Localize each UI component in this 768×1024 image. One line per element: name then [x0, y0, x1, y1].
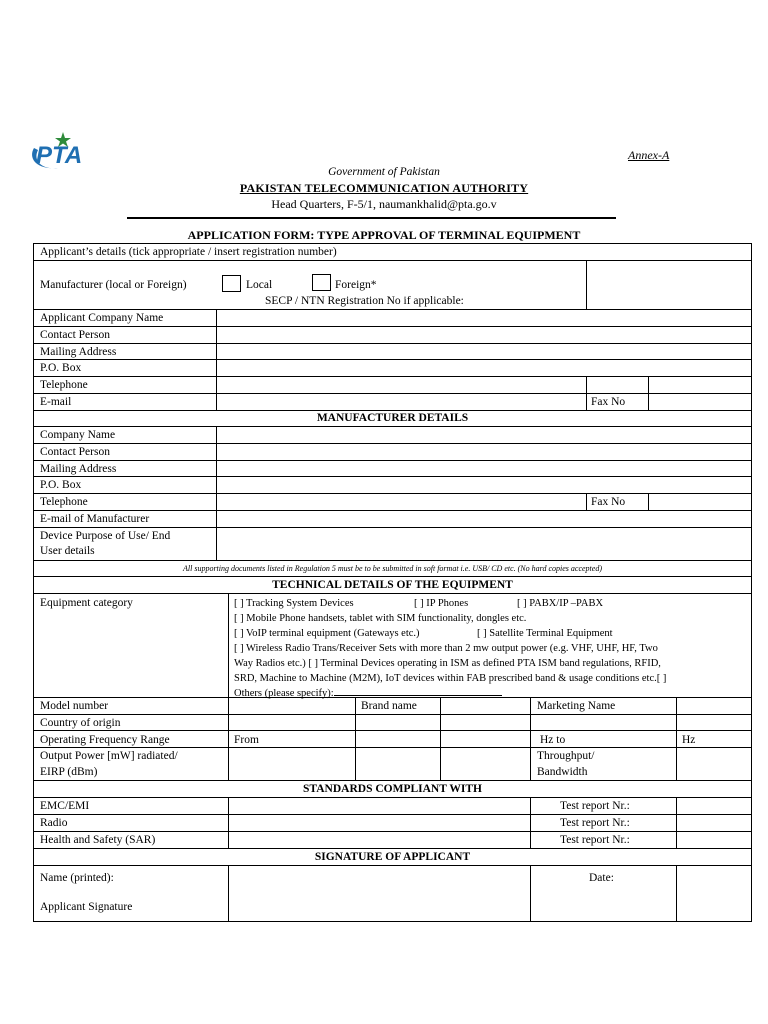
country-origin-label: Country of origin: [40, 717, 121, 729]
emc-emi-label: EMC/EMI: [40, 800, 90, 812]
foreign-checkbox[interactable]: [312, 274, 331, 291]
applicant-company-name-label: Applicant Company Name: [40, 312, 164, 324]
local-checkbox[interactable]: [222, 275, 241, 292]
option-mobile-handsets[interactable]: [ ] Mobile Phone handsets, tablet with SIM functionality, dongles etc.: [234, 613, 527, 624]
authority-name: PAKISTAN TELECOMMUNICATION AUTHORITY: [239, 181, 529, 195]
supporting-documents-note: All supporting documents listed in Regulation 5 must be to be submitted in soft format i.e. USB/ CD etc. (No hard copies accepted): [183, 564, 602, 573]
option-satellite-equipment[interactable]: [ ] Satellite Terminal Equipment: [477, 628, 613, 639]
signature-heading: SIGNATURE OF APPLICANT: [314, 851, 471, 863]
manufacturer-type-label: Manufacturer (local or Foreign): [40, 279, 187, 291]
mfr-contact-person-label: Contact Person: [40, 446, 110, 458]
frequency-hz-to-label: Hz to: [540, 734, 566, 746]
throughput-label-line1: Throughput/: [537, 750, 595, 762]
government-label: Government of Pakistan: [328, 166, 440, 178]
option-ip-phones[interactable]: [ ] IP Phones: [414, 598, 469, 609]
frequency-hz-label: Hz: [682, 734, 696, 746]
applicant-email-label: E-mail: [40, 396, 72, 408]
applicant-telephone-label: Telephone: [40, 379, 88, 391]
annex-label: Annex-A: [628, 148, 670, 162]
others-specify-field[interactable]: [334, 687, 502, 696]
date-label: Date:: [589, 872, 614, 884]
applicant-fax-label: Fax No: [591, 396, 626, 408]
applicant-mailing-address-label: Mailing Address: [40, 346, 117, 358]
option-voip-equipment[interactable]: [ ] VoIP terminal equipment (Gateways etc.): [234, 628, 420, 639]
applicant-contact-person-label: Contact Person: [40, 329, 110, 341]
output-power-label-line2: EIRP (dBm): [40, 766, 98, 778]
mfr-po-box-label: P.O. Box: [40, 479, 82, 491]
mfr-mailing-address-label: Mailing Address: [40, 463, 117, 475]
device-purpose-label-line2: User details: [40, 545, 95, 557]
frequency-from-label: From: [234, 734, 259, 746]
manufacturer-details-heading: MANUFACTURER DETAILS: [316, 412, 469, 424]
applicant-details-label: Applicant’s details (tick appropriate / insert registration number): [40, 246, 337, 258]
authority-address: Head Quarters, F-5/1, naumankhalid@pta.go.v: [271, 197, 497, 211]
equipment-category-label: Equipment category: [40, 597, 133, 609]
mfr-email-label: E-mail of Manufacturer: [40, 513, 150, 525]
health-test-report-label: Test report Nr.:: [560, 834, 630, 846]
secp-ntn-label: SECP / NTN Registration No if applicable:: [265, 295, 464, 307]
option-others-label: Others (please specify):: [234, 688, 334, 699]
marketing-name-label: Marketing Name: [537, 700, 616, 712]
health-safety-label: Health and Safety (SAR): [40, 834, 156, 846]
radio-test-report-label: Test report Nr.:: [560, 817, 630, 829]
mfr-company-name-label: Company Name: [40, 429, 116, 441]
technical-details-heading: TECHNICAL DETAILS OF THE EQUIPMENT: [272, 579, 513, 591]
radio-label: Radio: [40, 817, 68, 829]
option-wireless-radio-line2[interactable]: Way Radios etc.) [ ] Terminal Devices operating in ISM as defined PTA ISM band regulations, RFID,: [234, 658, 661, 669]
option-wireless-radio-line1[interactable]: [ ] Wireless Radio Trans/Receiver Sets with more than 2 mw output power (e.g. VHF, UHF, HF, Two: [234, 643, 658, 654]
mfr-fax-label: Fax No: [591, 496, 626, 508]
logo-text: PTA: [36, 142, 83, 169]
emc-test-report-label: Test report Nr.:: [560, 800, 630, 812]
name-printed-label: Name (printed):: [40, 872, 114, 884]
applicant-po-box-label: P.O. Box: [40, 362, 82, 374]
standards-heading: STANDARDS COMPLIANT WITH: [303, 783, 482, 795]
mfr-telephone-label: Telephone: [40, 496, 88, 508]
local-label: Local: [246, 279, 273, 291]
applicant-signature-label: Applicant Signature: [40, 901, 133, 913]
frequency-range-label: Operating Frequency Range: [40, 734, 170, 746]
option-tracking-devices[interactable]: [ ] Tracking System Devices: [234, 598, 354, 609]
form-title: APPLICATION FORM: TYPE APPROVAL OF TERMINAL EQUIPMENT: [187, 228, 581, 242]
brand-name-label: Brand name: [361, 700, 417, 712]
option-wireless-radio-line3[interactable]: SRD, Machine to Machine (M2M), IoT devices within FAB prescribed band & usage conditions etc.[ ]: [234, 673, 667, 684]
output-power-label-line1: Output Power [mW] radiated/: [40, 750, 178, 762]
model-number-label: Model number: [40, 700, 109, 712]
option-pabx[interactable]: [ ] PABX/IP –PABX: [517, 598, 604, 609]
equipment-category-options: [234, 596, 749, 701]
header-rule: [127, 217, 616, 219]
foreign-label: Foreign*: [335, 279, 377, 291]
throughput-label-line2: Bandwidth: [537, 766, 588, 778]
device-purpose-label-line1: Device Purpose of Use/ End: [40, 530, 171, 542]
